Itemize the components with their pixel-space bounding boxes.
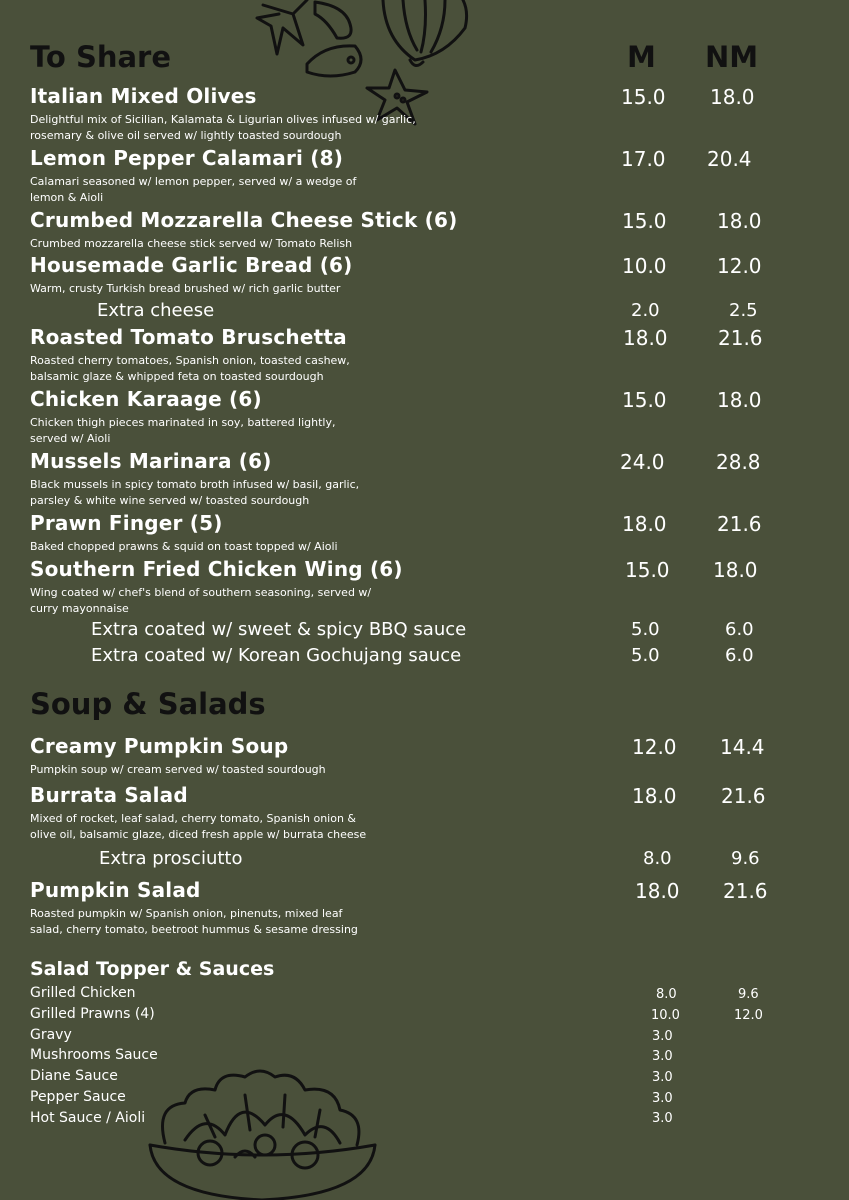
price-m: 24.0 <box>620 450 665 474</box>
topper-item-name: Grilled Prawns (4) <box>30 1006 155 1022</box>
menu-extra-name: Extra prosciutto <box>99 848 243 869</box>
menu-item-description: Warm, crusty Turkish bread brushed w/ rich garlic butter <box>30 282 341 295</box>
price-nm: 21.6 <box>721 784 766 808</box>
price-m: 18.0 <box>632 784 677 808</box>
price-nm: 6.0 <box>725 619 754 640</box>
price-m: 15.0 <box>622 209 667 233</box>
price-m: 10.0 <box>622 254 667 278</box>
menu-item-description: Baked chopped prawns & squid on toast topped w/ Aioli <box>30 540 338 553</box>
menu-item-name: Crumbed Mozzarella Cheese Stick (6) <box>30 208 458 232</box>
price-nm: 21.6 <box>718 326 763 350</box>
price-nm: 9.6 <box>738 987 759 1002</box>
menu-item-name: Prawn Finger (5) <box>30 511 223 535</box>
menu-extra-name: Extra coated w/ Korean Gochujang sauce <box>91 645 462 666</box>
price-m: 3.0 <box>652 1029 673 1044</box>
topper-item-name: Grilled Chicken <box>30 985 136 1001</box>
price-nm: 21.6 <box>723 879 768 903</box>
column-header-nm: NM <box>705 40 759 74</box>
menu-item-description: Chicken thigh pieces marinated in soy, battered lightly, served w/ Aioli <box>30 416 336 445</box>
topper-item-name: Hot Sauce / Aioli <box>30 1110 146 1126</box>
price-nm: 12.0 <box>734 1008 763 1023</box>
menu-item-name: Italian Mixed Olives <box>30 84 257 108</box>
price-m: 8.0 <box>656 987 677 1002</box>
price-m: 15.0 <box>621 85 666 109</box>
price-m: 5.0 <box>631 645 660 666</box>
menu-item-name: Chicken Karaage (6) <box>30 387 262 411</box>
menu-item-description: Pumpkin soup w/ cream served w/ toasted sourdough <box>30 763 326 776</box>
price-m: 18.0 <box>622 512 667 536</box>
price-nm: 18.0 <box>717 209 762 233</box>
menu-item-name: Housemade Garlic Bread (6) <box>30 253 353 277</box>
price-nm: 28.8 <box>716 450 761 474</box>
topper-item-name: Diane Sauce <box>30 1068 118 1084</box>
topper-item-name: Pepper Sauce <box>30 1089 126 1105</box>
price-m: 3.0 <box>652 1091 673 1106</box>
price-m: 15.0 <box>625 558 670 582</box>
menu-item-name: Creamy Pumpkin Soup <box>30 734 289 758</box>
menu-item-name: Lemon Pepper Calamari (8) <box>30 146 344 170</box>
price-m: 15.0 <box>622 388 667 412</box>
price-m: 18.0 <box>623 326 668 350</box>
menu-item-description: Mixed of rocket, leaf salad, cherry tomato, Spanish onion & olive oil, balsamic glaze, diced fresh apple w/ burrata cheese <box>30 812 367 841</box>
menu-extra-name: Extra coated w/ sweet & spicy BBQ sauce <box>91 619 467 640</box>
price-m: 5.0 <box>631 619 660 640</box>
price-m: 3.0 <box>652 1049 673 1064</box>
section-title-soup-salads: Soup & Salads <box>30 687 266 721</box>
menu-item-description: Delightful mix of Sicilian, Kalamata & Ligurian olives infused w/ garlic, rosemary & olive oil served w/ lightly toasted sourdough <box>30 113 416 142</box>
price-m: 17.0 <box>621 147 666 171</box>
price-nm: 20.4 <box>707 147 752 171</box>
menu-item-name: Pumpkin Salad <box>30 878 201 902</box>
menu-item-description: Roasted pumpkin w/ Spanish onion, pinenuts, mixed leaf salad, cherry tomato, beetroot hummus & sesame dressing <box>30 907 358 936</box>
price-m: 10.0 <box>651 1008 680 1023</box>
price-nm: 12.0 <box>717 254 762 278</box>
price-nm: 18.0 <box>710 85 755 109</box>
topper-item-name: Gravy <box>30 1027 72 1043</box>
seafood-illustration-icon <box>255 0 480 130</box>
price-m: 12.0 <box>632 735 677 759</box>
price-m: 2.0 <box>631 300 660 321</box>
menu-item-description: Calamari seasoned w/ lemon pepper, served w/ a wedge of lemon & Aioli <box>30 175 357 204</box>
menu-extra-name: Extra cheese <box>97 300 215 321</box>
menu-item-description: Crumbed mozzarella cheese stick served w/ Tomato Relish <box>30 237 353 250</box>
price-m: 8.0 <box>643 848 672 869</box>
menu-item-name: Burrata Salad <box>30 783 188 807</box>
menu-item-name: Mussels Marinara (6) <box>30 449 272 473</box>
price-nm: 9.6 <box>731 848 760 869</box>
price-nm: 2.5 <box>729 300 758 321</box>
price-nm: 14.4 <box>720 735 765 759</box>
price-nm: 6.0 <box>725 645 754 666</box>
topper-item-name: Mushrooms Sauce <box>30 1047 158 1063</box>
menu-item-name: Southern Fried Chicken Wing (6) <box>30 557 403 581</box>
price-nm: 18.0 <box>717 388 762 412</box>
menu-item-name: Roasted Tomato Bruschetta <box>30 325 347 349</box>
price-m: 18.0 <box>635 879 680 903</box>
section-title-to-share: To Share <box>30 40 172 74</box>
price-m: 3.0 <box>652 1111 673 1126</box>
salad-bowl-icon <box>145 1065 380 1200</box>
menu-item-description: Black mussels in spicy tomato broth infused w/ basil, garlic, parsley & white wine served w/ toasted sourdough <box>30 478 360 507</box>
menu-item-description: Roasted cherry tomatoes, Spanish onion, toasted cashew, balsamic glaze & whipped feta on toasted sourdough <box>30 354 350 383</box>
price-nm: 21.6 <box>717 512 762 536</box>
column-header-m: M <box>627 40 656 74</box>
price-nm: 18.0 <box>713 558 758 582</box>
price-m: 3.0 <box>652 1070 673 1085</box>
menu-item-description: Wing coated w/ chef's blend of southern seasoning, served w/ curry mayonnaise <box>30 586 372 615</box>
section-title-salad-toppers: Salad Topper & Sauces <box>30 958 275 980</box>
